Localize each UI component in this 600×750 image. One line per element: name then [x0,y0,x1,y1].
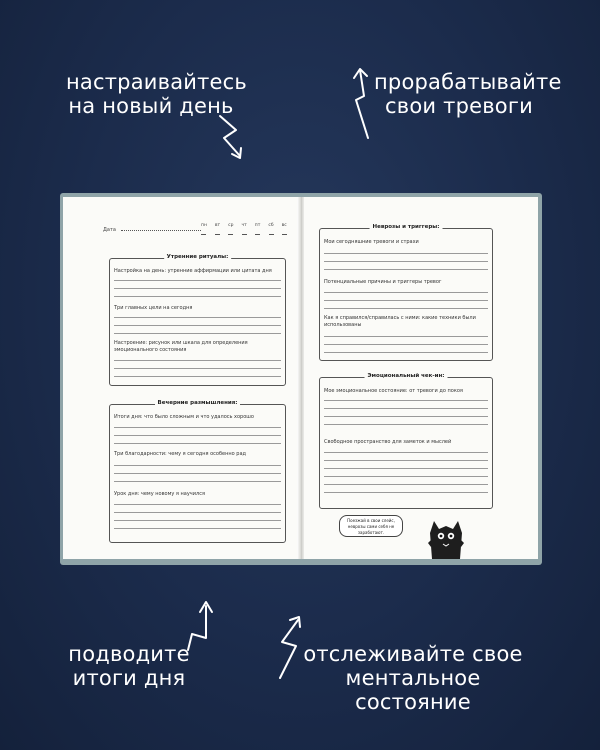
wolf-illustration-icon [426,513,466,559]
arrow-top-right-icon [350,66,378,144]
weekday-label: вт [214,223,221,228]
weekday-selector [201,223,287,235]
date-label: Дата [103,227,116,233]
caption-top-right: прорабатывайте свои тревоги [374,70,562,118]
checkin-prompt: Свободное пространство для заметок и мыслей [324,439,452,445]
arrow-top-left-icon [212,112,252,164]
morning-prompt: Три главных цели на сегодня [114,305,193,311]
morning-rituals-title: Утренние ритуалы: [164,254,232,260]
caption-top-left: настраивайтесь на новый день [66,70,247,118]
right-page [304,197,538,559]
neuroses-prompt: Мои сегодняшние тревоги и страхи [324,239,419,245]
morning-rituals-box [109,254,286,386]
evening-reflections-box [109,400,286,543]
emotional-checkin-box [319,373,493,509]
arrow-bottom-left-icon [186,598,222,654]
evening-reflections-title: Вечерние размышления: [155,400,241,406]
caption-bottom-right: отслеживайте свое ментальное состояние [303,642,523,714]
evening-prompt: Три благодарности: чему я сегодня особенно рад [114,451,246,457]
neuroses-prompt: Потенциальные причины и триггеры тревог [324,279,442,285]
weekday-label: сб [268,223,274,228]
caption-bottom-left: подводите итоги дня [68,642,190,690]
speech-bubble: Поезжай в свои слейс, неврозы сами себя не заработают. [339,515,403,537]
neuroses-title: Неврозы и триггеры: [370,224,443,230]
checkin-prompt: Мое эмоциональное состояние: от тревоги до покоя [324,388,463,394]
morning-prompt: Настроение: рисунок или шкала для определения эмоционального состояния [114,340,248,353]
emotional-checkin-title: Эмоциональный чек-ин: [365,373,448,379]
weekday-label: пт [254,223,261,228]
neuroses-box [319,224,493,361]
morning-prompt: Настройка на день: утренние аффирмации или цитата дня [114,268,272,274]
weekday-label: чт [241,223,247,228]
evening-prompt: Итоги дня: что было сложным и что удалось хорошо [114,414,254,420]
weekday-label: вс [281,223,287,228]
date-field [103,227,201,233]
arrow-bottom-right-icon [276,612,310,682]
weekday-label: пн [201,223,207,228]
neuroses-prompt: Как я справился/справилась с ними: какие техники были использованы [324,315,476,328]
weekday-label: ср [228,223,234,228]
evening-prompt: Урок дня: чему новому я научился [114,491,205,497]
left-page [63,197,299,559]
